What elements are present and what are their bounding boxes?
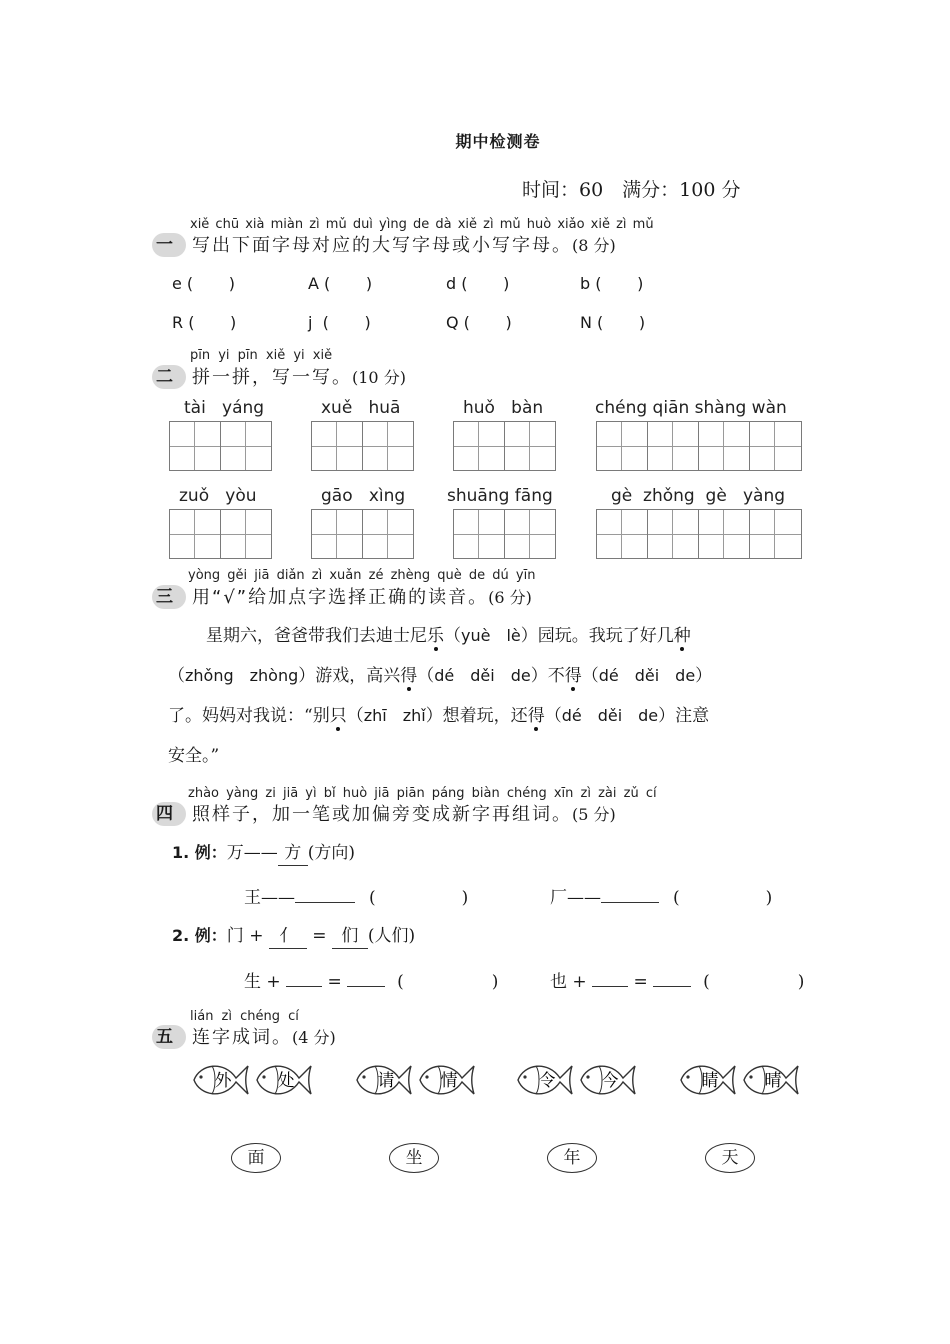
q4-points: (5 分) xyxy=(572,805,616,824)
q3-text: 用“√”给加点字选择正确的读音。 xyxy=(192,587,489,608)
q4-row-1a: 王—— ( ) xyxy=(244,882,468,910)
fish-char-card[interactable] xyxy=(677,1058,739,1102)
fish-char-card[interactable] xyxy=(577,1058,639,1102)
q2-grid-6[interactable] xyxy=(311,509,414,559)
q4-pinyin: zhào yàng zi jiā yì bǐ huò jiā piān páng biàn chéng xīn zì zài zǔ cí xyxy=(188,786,657,801)
q4-example-1: 1. 例：万—— 方 (方向) xyxy=(172,841,355,866)
fish-char-card[interactable] xyxy=(253,1058,315,1102)
answer-blank[interactable] xyxy=(286,966,322,987)
fish-char-card[interactable] xyxy=(514,1058,576,1102)
q3-number: 三 xyxy=(152,585,186,609)
q1-item-Q[interactable]: Q ( ) xyxy=(446,313,512,332)
dotted-char: 得 xyxy=(527,706,545,726)
q4-text: 照样子，加一笔或加偏旁变成新字再组词。 xyxy=(192,804,572,825)
word-oval[interactable]: 坐 xyxy=(389,1143,439,1173)
answer-blank[interactable] xyxy=(601,882,659,903)
q5-instruction xyxy=(192,1023,336,1049)
q2-word8-pinyin: gè zhǒng gè yàng xyxy=(611,486,786,506)
q5-text: 连字成词。 xyxy=(192,1027,292,1048)
q2-word2-pinyin: xuě huā xyxy=(321,398,401,418)
q5-pinyin: lián zì chéng cí xyxy=(190,1009,299,1024)
fish-char-card[interactable] xyxy=(416,1058,478,1102)
q3-option[interactable]: zhī zhǐ xyxy=(363,706,426,725)
word-oval[interactable]: 天 xyxy=(705,1143,755,1173)
q4-instruction xyxy=(192,800,616,826)
q2-grid-5[interactable] xyxy=(169,509,272,559)
dotted-char: 种 xyxy=(673,626,691,646)
fish-char: 处 xyxy=(277,1071,295,1091)
q2-grid-1[interactable] xyxy=(169,421,272,471)
q4-row-1b: 厂—— ( ) xyxy=(550,882,772,910)
q2-instruction xyxy=(192,363,406,389)
q3-line-1: 星期六，爸爸带我们去迪士尼乐（yuè lè）园玩。我玩了好几种 xyxy=(206,626,691,646)
answer-blank[interactable] xyxy=(653,966,691,987)
q1-item-b[interactable]: b ( ) xyxy=(580,274,644,293)
q3-option[interactable]: dé děi de xyxy=(434,666,531,685)
q2-word6-pinyin: gāo xìng xyxy=(321,486,406,506)
q2-grid-7[interactable] xyxy=(453,509,556,559)
q4-example-2: 2. 例：门 + 亻 = 们 (人们) xyxy=(172,924,415,949)
q1-text: 写出下面字母对应的大写字母或小写字母。 xyxy=(192,235,572,256)
q3-line-3: 了。妈妈对我说：“别只（zhī zhǐ）想着玩，还得（dé děi de）注意 xyxy=(168,706,710,726)
q3-option[interactable]: dé děi de xyxy=(598,666,696,685)
dotted-char: 得 xyxy=(564,666,582,686)
word-oval[interactable]: 年 xyxy=(547,1143,597,1173)
q2-grid-4[interactable] xyxy=(596,421,802,471)
fish-char: 外 xyxy=(214,1071,232,1091)
q1-item-A[interactable]: A ( ) xyxy=(308,274,373,293)
q3-points: (6 分) xyxy=(488,588,532,607)
q3-instruction xyxy=(192,583,532,609)
dotted-char: 乐 xyxy=(427,626,444,646)
q3-line-4: 安全。” xyxy=(168,746,220,766)
fish-char: 晴 xyxy=(764,1071,782,1091)
q1-item-N[interactable]: N ( ) xyxy=(580,313,646,332)
q2-word7-pinyin: shuāng fāng xyxy=(447,486,553,506)
fish-char-card[interactable] xyxy=(190,1058,252,1102)
fish-char: 请 xyxy=(377,1071,395,1091)
q1-points: (8 分) xyxy=(572,236,616,255)
q2-word3-pinyin: huǒ bàn xyxy=(463,398,544,418)
word-oval[interactable]: 面 xyxy=(231,1143,281,1173)
q3-pinyin: yòng gěi jiā diǎn zì xuǎn zé zhèng què de dú yīn xyxy=(188,568,536,583)
fish-char: 今 xyxy=(601,1071,619,1091)
q1-pinyin: xiě chū xià miàn zì mǔ duì yìng de dà xiě zì mǔ huò xiǎo xiě zì mǔ xyxy=(190,217,654,232)
dotted-char: 只 xyxy=(329,706,347,726)
time-info: 时间：60 满分：100 分 xyxy=(522,179,741,201)
fish-char: 令 xyxy=(538,1071,556,1091)
fish-char-card[interactable] xyxy=(353,1058,415,1102)
q5-points: (4 分) xyxy=(292,1028,336,1047)
q3-line-2: （zhǒng zhòng）游戏，高兴得（dé děi de）不得（dé děi de） xyxy=(168,666,713,686)
fish-char-card[interactable] xyxy=(740,1058,802,1102)
q3-option[interactable]: yuè lè xyxy=(461,626,521,645)
q2-text: 拼一拼，写一写。 xyxy=(192,367,352,388)
q1-number: 一 xyxy=(152,233,186,257)
q2-grid-2[interactable] xyxy=(311,421,414,471)
q1-item-e[interactable]: e ( ) xyxy=(172,274,236,293)
q1-instruction xyxy=(192,231,616,257)
q2-word5-pinyin: zuǒ yòu xyxy=(179,486,257,506)
q2-points: (10 分) xyxy=(352,368,406,387)
dotted-char: 得 xyxy=(400,666,418,686)
q1-item-R[interactable]: R ( ) xyxy=(172,313,237,332)
q2-pinyin: pīn yi pīn xiě yi xiě xyxy=(190,348,333,363)
q2-grid-3[interactable] xyxy=(453,421,556,471)
fish-char: 睛 xyxy=(701,1071,719,1091)
q2-word1-pinyin: tài yáng xyxy=(184,398,265,418)
page-title: 期中检测卷 xyxy=(455,132,541,151)
answer-blank[interactable] xyxy=(347,966,385,987)
q4-row-2b: 也 + = ( ) xyxy=(550,966,804,994)
answer-blank[interactable] xyxy=(295,882,355,903)
q3-option[interactable]: zhǒng zhòng xyxy=(185,666,299,685)
q3-option[interactable]: dé děi de xyxy=(561,706,659,725)
answer-blank[interactable] xyxy=(592,966,628,987)
q1-item-d[interactable]: d ( ) xyxy=(446,274,510,293)
q4-number: 四 xyxy=(152,802,186,826)
q2-word4-pinyin: chéng qiān shàng wàn xyxy=(595,398,787,418)
fish-char: 情 xyxy=(440,1071,458,1091)
q5-number: 五 xyxy=(152,1025,186,1049)
q2-number: 二 xyxy=(152,365,186,389)
q1-item-j[interactable]: j ( ) xyxy=(308,313,371,332)
q2-grid-8[interactable] xyxy=(596,509,802,559)
q4-row-2a: 生 + = ( ) xyxy=(244,966,498,994)
